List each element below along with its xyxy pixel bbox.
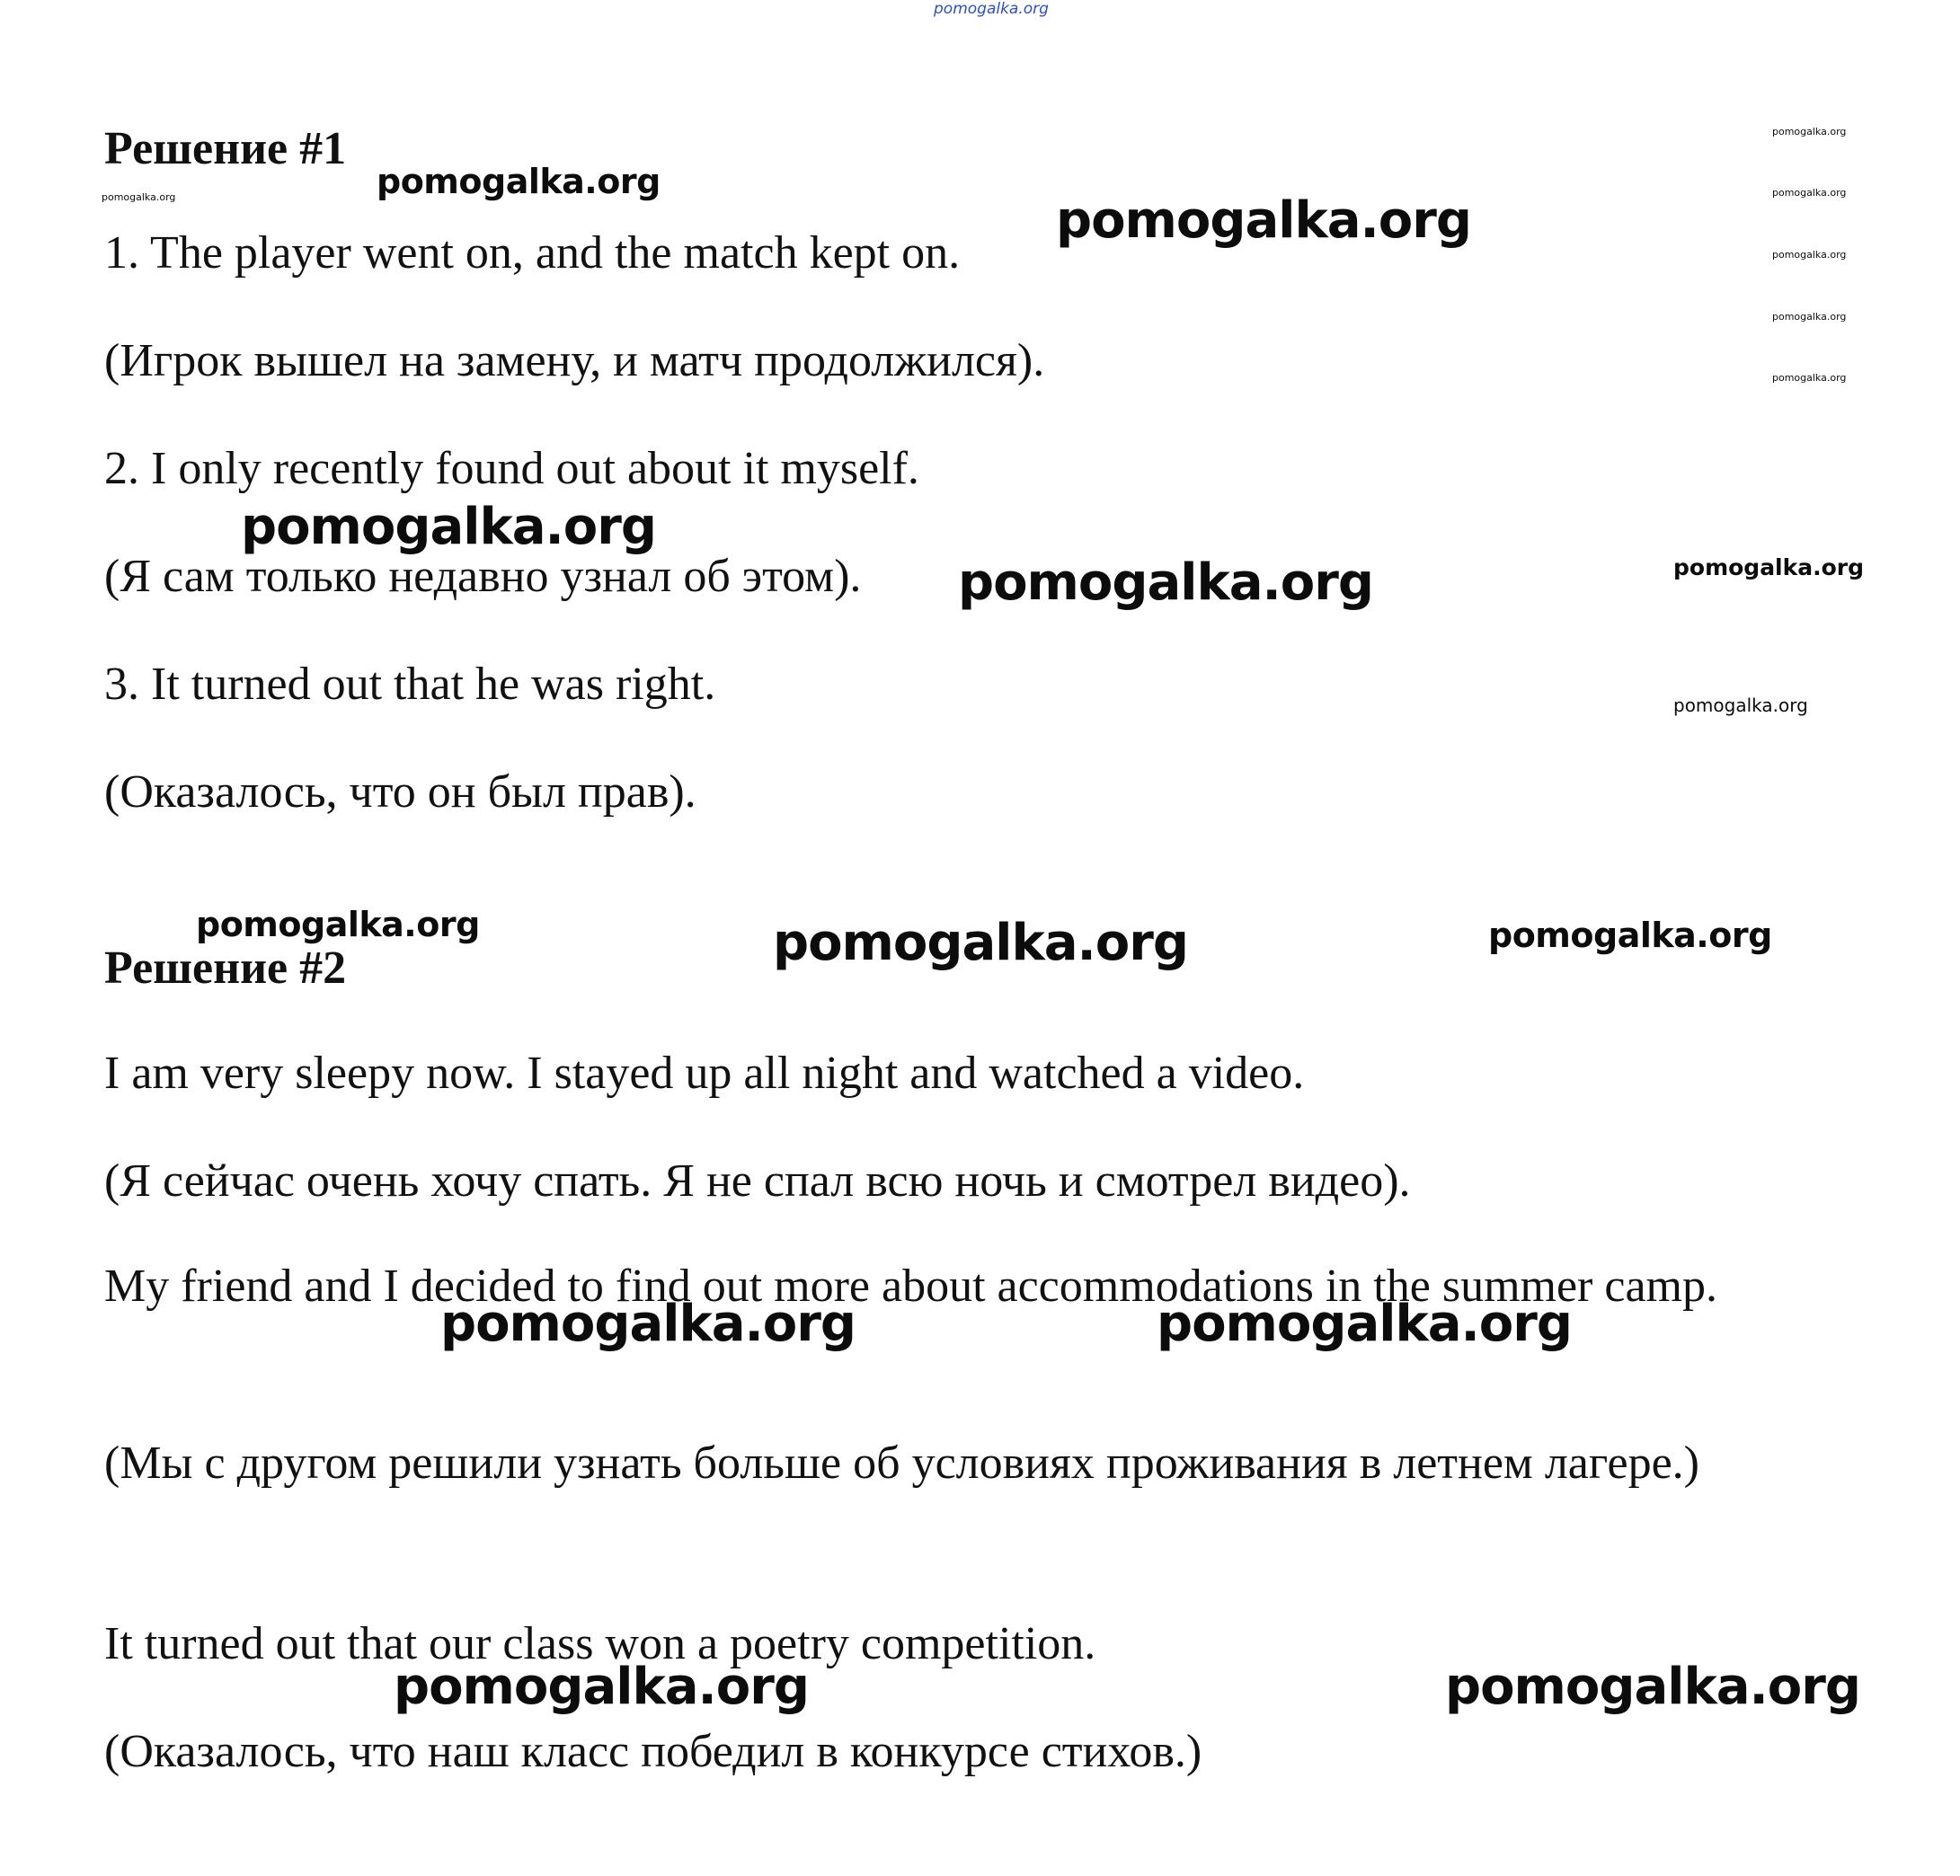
solution-2-paragraph-5: It turned out that our class won a poetry competition. — [104, 1618, 1096, 1669]
watermark: pomogalka.org — [1488, 916, 1772, 955]
solution-1-line-2: (Игрок вышел на замену, и матч продолжился). — [104, 335, 1045, 386]
solution-1-heading: Решение #1 — [104, 123, 347, 174]
solution-1-line-6: (Оказалось, что он был прав). — [104, 766, 696, 818]
watermark: pomogalka.org — [1157, 1295, 1572, 1353]
watermark: pomogalka.org — [440, 1295, 856, 1353]
watermark: pomogalka.org — [1772, 187, 1847, 199]
solution-2-paragraph-4: (Мы с другом решили узнать больше об условиях проживания в летнем лагере.) — [104, 1438, 1699, 1489]
watermark: pomogalka.org — [1772, 311, 1847, 323]
solution-2-heading: Решение #2 — [104, 942, 347, 994]
solution-2-paragraph-1: I am very sleepy now. I stayed up all night and watched a video. — [104, 1048, 1305, 1099]
solution-2-paragraph-6: (Оказалось, что наш класс победил в конкурсе стихов.) — [104, 1726, 1202, 1777]
solution-1-line-3: 2. I only recently found out about it myself. — [104, 443, 919, 494]
watermark: pomogalka.org — [102, 191, 176, 203]
watermark-top: pomogalka.org — [934, 0, 1049, 18]
solution-2-paragraph-2: (Я сейчас очень хочу спать. Я не спал всю ночь и смотрел видео). — [104, 1155, 1411, 1207]
watermark: pomogalka.org — [394, 1658, 809, 1716]
solution-1-line-4: (Я сам только недавно узнал об этом). — [104, 551, 862, 602]
watermark: pomogalka.org — [1673, 695, 1808, 716]
watermark: pomogalka.org — [958, 553, 1373, 612]
watermark: pomogalka.org — [1056, 191, 1471, 250]
solution-1-line-5: 3. It turned out that he was right. — [104, 659, 716, 710]
watermark: pomogalka.org — [1772, 249, 1847, 261]
watermark: pomogalka.org — [241, 498, 656, 556]
watermark: pomogalka.org — [1445, 1658, 1860, 1716]
solution-2-paragraph-3: My friend and I decided to find out more about accommodations in the summer camp. — [104, 1261, 1717, 1312]
solution-1-line-1: 1. The player went on, and the match kept on. — [104, 227, 961, 279]
watermark: pomogalka.org — [196, 905, 480, 944]
watermark: pomogalka.org — [1772, 126, 1847, 137]
watermark: pomogalka.org — [1772, 372, 1847, 384]
watermark: pomogalka.org — [377, 162, 661, 201]
watermark: pomogalka.org — [773, 914, 1188, 972]
watermark: pomogalka.org — [1673, 554, 1865, 580]
